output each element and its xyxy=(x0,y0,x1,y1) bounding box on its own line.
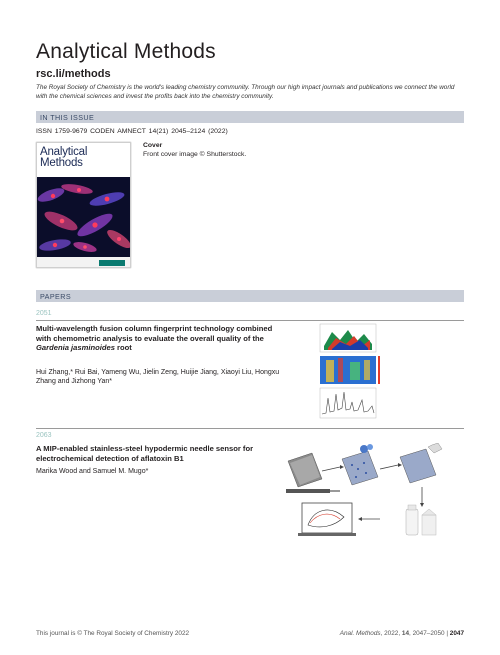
paper-2-title-text: A MIP-enabled stainless-steel hypodermic needle sensor for electrochemical detection of aflatoxin B1 xyxy=(36,444,254,463)
paper-2-page-number: 2063 xyxy=(36,432,52,439)
paper-1-page-number: 2051 xyxy=(36,310,52,317)
journal-title: Analytical Methods xyxy=(36,40,216,63)
footer-citation xyxy=(340,630,464,637)
in-this-issue-bar: IN THIS ISSUE xyxy=(36,111,464,123)
paper-1-title-end: root xyxy=(114,343,132,353)
paper-1-graphical-abstract-image xyxy=(318,322,382,420)
paper-2-authors: Marika Wood and Samuel M. Mugo* xyxy=(36,468,149,475)
issue-meta: ISSN 1759-9679 CODEN AMNECT 14(21) 2045–2124 (2022) xyxy=(36,128,228,135)
footer-separator: | xyxy=(444,630,450,637)
journal-url[interactable]: rsc.li/methods xyxy=(36,68,111,80)
paper-1-title-italic: Gardenia jasminoides xyxy=(36,343,115,353)
rsc-logo-icon xyxy=(99,260,125,266)
paper-1-authors: Hui Zhang,* Rui Bai, Yameng Wu, Jielin Zeng, Huijie Jiang, Xiaoyi Liu, Hongxu Zhang and Jizhong Yan* xyxy=(36,369,280,386)
paper-2-graphical-abstract-image xyxy=(282,443,450,537)
footer-year: , 2022, xyxy=(380,630,402,637)
cover-micrograph-image xyxy=(37,177,131,257)
paper-2-rule xyxy=(36,428,464,429)
cover-label: Cover xyxy=(143,142,163,149)
cover-title-line2: Methods xyxy=(40,157,83,169)
cover-image[interactable] xyxy=(36,142,131,268)
footer-volume: 14 xyxy=(401,630,410,637)
cover-title xyxy=(40,147,87,169)
footer-copyright: This journal is © The Royal Society of Chemistry 2022 xyxy=(36,630,190,637)
cover-caption: Front cover image © Shutterstock. xyxy=(143,151,247,158)
paper-1-rule xyxy=(36,320,464,321)
footer-page-number: 2047 xyxy=(449,630,464,637)
paper-1-title[interactable] xyxy=(36,324,281,353)
footer-pages: , 2047–2050 xyxy=(409,630,445,637)
footer-journal-abbrev: Anal. Methods xyxy=(339,630,381,637)
cover-title-line1: Analytical xyxy=(40,146,88,158)
rsc-blurb: The Royal Society of Chemistry is the world's leading chemistry community. Through our high impact journals and publications we connect the world with the chemical sciences and invest the profits back into the chemistry community. xyxy=(36,84,455,100)
paper-2-title[interactable] xyxy=(36,444,281,463)
paper-1-title-text: Multi-wavelength fusion column fingerprint technology combined with chemometric analysis to evaluate the overall quality of the xyxy=(36,324,273,343)
papers-bar: PAPERS xyxy=(36,290,464,302)
